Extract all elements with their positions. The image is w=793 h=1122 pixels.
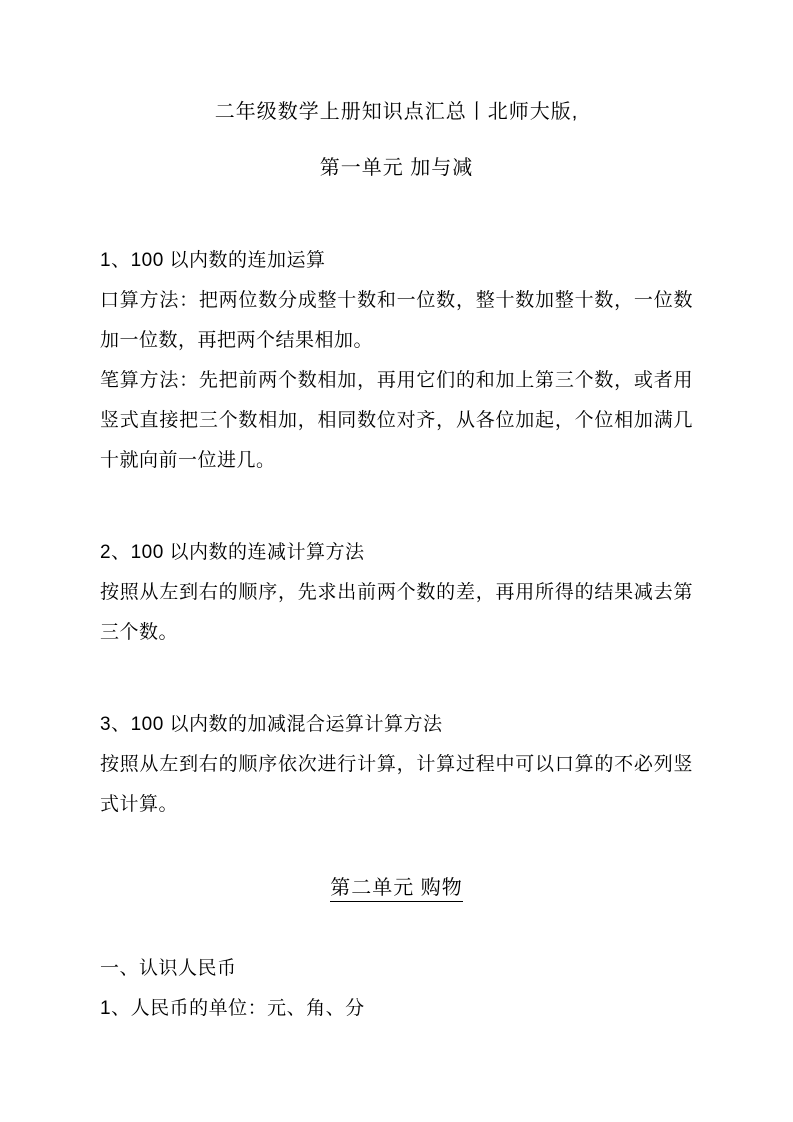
section-1-paragraph-1: 口算方法：把两位数分成整十数和一位数，整十数加整十数，一位数加一位数，再把两个结果相加。	[100, 290, 693, 351]
section-2-paragraph-1: 按照从左到右的顺序，先求出前两个数的差，再用所得的结果减去第三个数。	[100, 582, 693, 643]
unit-two-heading	[100, 871, 693, 905]
unit-two-heading-text: 第二单元 购物	[330, 877, 463, 902]
section-1-paragraph-2: 笔算方法：先把前两个数相加，再用它们的和加上第三个数，或者用竖式直接把三个数相加，相同数位对齐，从各位加起，个位相加满几十就向前一位进几。	[100, 370, 693, 471]
section-1	[100, 241, 693, 481]
section-1-heading: 1、100 以内数的连加运算	[100, 250, 326, 271]
section-unit2-1-heading: 一、认识人民币	[100, 958, 237, 979]
section-2	[100, 533, 693, 653]
spacer	[100, 507, 693, 533]
section-2-heading: 2、100 以内数的连减计算方法	[100, 542, 365, 563]
section-unit2-1-paragraph-1: 1、人民币的单位：元、角、分	[100, 998, 365, 1019]
spacer	[100, 215, 693, 241]
section-3-paragraph-1: 按照从左到右的顺序依次进行计算，计算过程中可以口算的不必列竖式计算。	[100, 754, 693, 815]
section-3-heading: 3、100 以内数的加减混合运算计算方法	[100, 714, 443, 735]
section-3	[100, 705, 693, 825]
spacer	[100, 679, 693, 705]
section-unit2-1	[100, 949, 693, 1029]
page-title: 二年级数学上册知识点汇总丨北师大版,	[214, 101, 579, 123]
unit-two-heading-wrap	[100, 871, 693, 905]
unit-one-heading: 第一单元 加与减	[319, 157, 474, 179]
